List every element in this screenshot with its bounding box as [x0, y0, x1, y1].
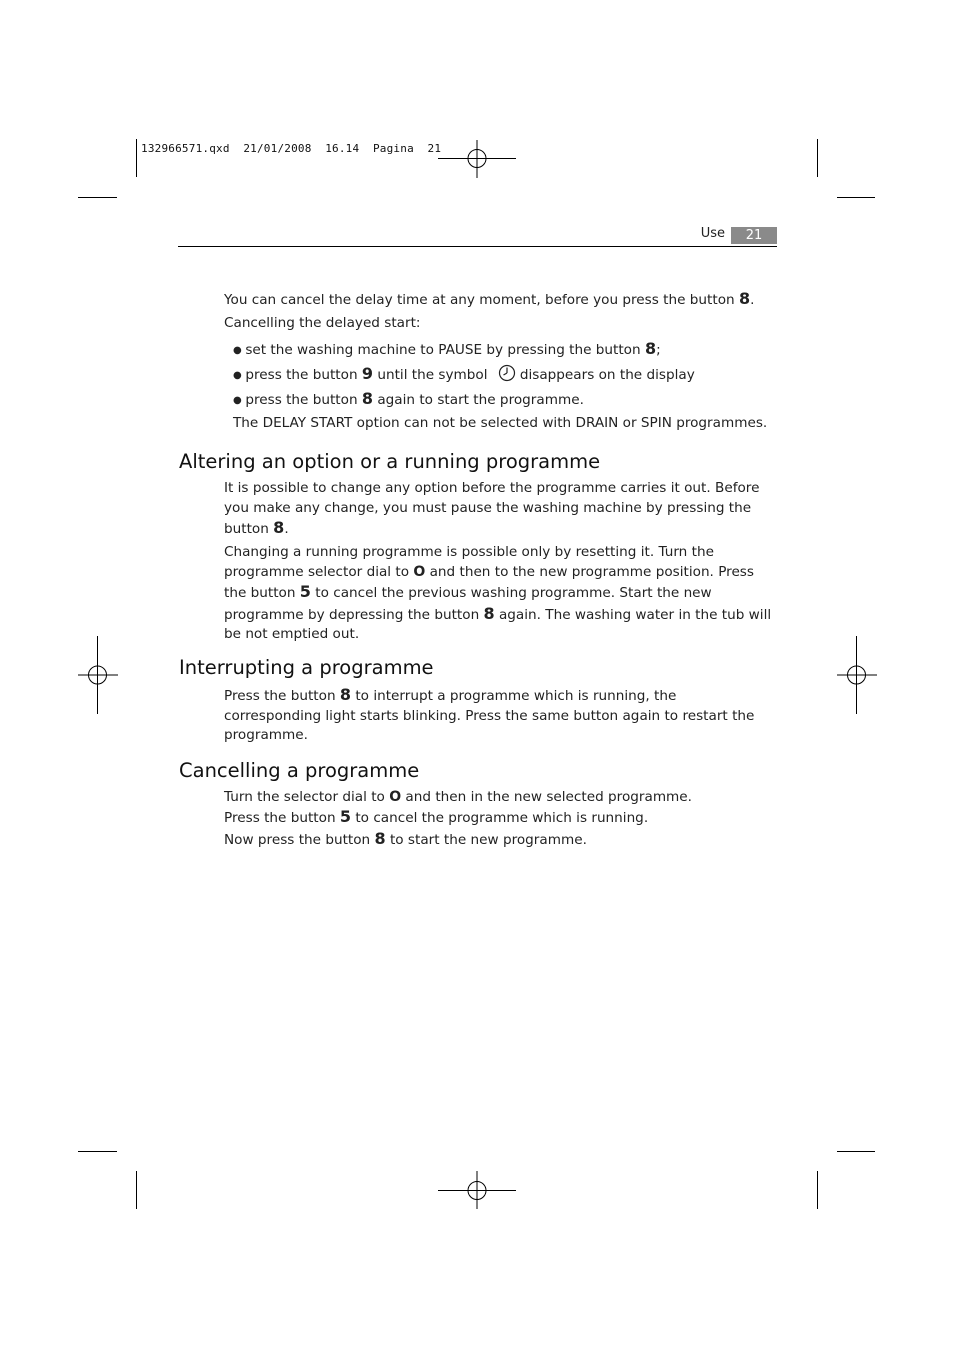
crop-mark	[78, 197, 117, 198]
bullet-icon: ●	[233, 345, 242, 356]
text: and then in the new selected programme.	[401, 789, 692, 805]
text: .	[750, 292, 755, 308]
text: to start the new programme.	[385, 832, 587, 848]
crop-mark	[837, 1151, 875, 1152]
text: Now press the button	[224, 832, 375, 848]
button-number: 9	[361, 364, 374, 383]
registration-mark-top	[438, 140, 516, 182]
registration-mark-right	[837, 636, 877, 718]
text: again. The washing water in the tub will be not emptied out.	[224, 606, 772, 642]
cancelling-line-2	[224, 807, 772, 829]
crop-mark	[817, 1171, 818, 1209]
crop-mark	[136, 139, 137, 177]
button-number: 8	[644, 339, 657, 358]
page-number: 21	[731, 227, 777, 244]
text: disappears on the display	[519, 367, 695, 383]
crop-mark	[78, 1151, 117, 1152]
text: .	[284, 521, 289, 537]
text: You can cancel the delay time at any moment, before you press the button	[224, 292, 739, 308]
text: Changing a running programme is possible only by resetting it. Turn the programme selector dial to	[224, 544, 714, 580]
section-name: Use	[700, 226, 725, 241]
interrupting-paragraph	[224, 685, 764, 746]
text: Press the button	[224, 688, 340, 704]
registration-mark-left	[78, 636, 118, 718]
text: to interrupt a programme which is running, the corresponding light starts blinking. Press the same button again to restart the programme.	[224, 688, 755, 743]
bullet-icon: ●	[233, 370, 242, 381]
bullet-icon: ●	[233, 395, 242, 406]
section-heading: Cancelling a programme	[179, 759, 420, 782]
text: to cancel the programme which is running.	[351, 810, 649, 826]
intro-paragraph	[224, 289, 772, 311]
button-number: 5	[299, 582, 311, 601]
button-number: 5	[339, 807, 352, 826]
registration-mark-bottom	[438, 1171, 516, 1213]
list-item	[233, 339, 661, 361]
crop-mark	[136, 1171, 137, 1209]
button-number: 8	[374, 829, 386, 848]
altering-paragraph-1	[224, 479, 764, 540]
dial-off-symbol: O	[389, 789, 402, 805]
print-slug: 132966571.qxd 21/01/2008 16.14 Pagina 21	[141, 142, 442, 155]
text: until the symbol	[373, 367, 492, 383]
button-number: 8	[483, 603, 495, 623]
list-item	[233, 364, 695, 389]
section-heading: Altering an option or a running programme	[179, 450, 601, 473]
dial-off-symbol: O	[413, 563, 426, 580]
cancelling-line-3	[224, 829, 772, 851]
list-item	[233, 389, 584, 411]
text: press the button	[245, 367, 362, 383]
delay-start-note: The DELAY START option can not be selected with DRAIN or SPIN programmes.	[233, 415, 768, 431]
crop-mark	[817, 139, 818, 177]
button-number: 8	[738, 289, 751, 308]
button-number: 8	[273, 518, 285, 537]
crop-mark	[837, 197, 875, 198]
text: and then to the new programme position. Press the button	[224, 563, 754, 601]
button-number: 8	[339, 685, 352, 704]
text: Turn the selector dial to	[224, 789, 390, 805]
text: It is possible to change any option before the programme carries it out. Before you make any change, you must pause the washing machine by pressing the button	[224, 480, 760, 537]
section-heading: Interrupting a programme	[179, 656, 434, 679]
cancelling-line-1	[224, 788, 772, 808]
button-number: 8	[361, 389, 374, 408]
altering-paragraph-2	[224, 543, 774, 645]
text: ;	[656, 342, 661, 358]
text: press the button	[245, 392, 362, 408]
text: again to start the programme.	[373, 392, 584, 408]
intro-subheading: Cancelling the delayed start:	[224, 315, 421, 331]
text: Press the button	[224, 810, 340, 826]
text: set the washing machine to PAUSE by pressing the button	[245, 342, 645, 358]
clock-icon	[498, 364, 516, 389]
header-rule	[178, 246, 777, 247]
text: to cancel the previous washing programme. Start the new programme by depressing the button	[224, 585, 712, 623]
